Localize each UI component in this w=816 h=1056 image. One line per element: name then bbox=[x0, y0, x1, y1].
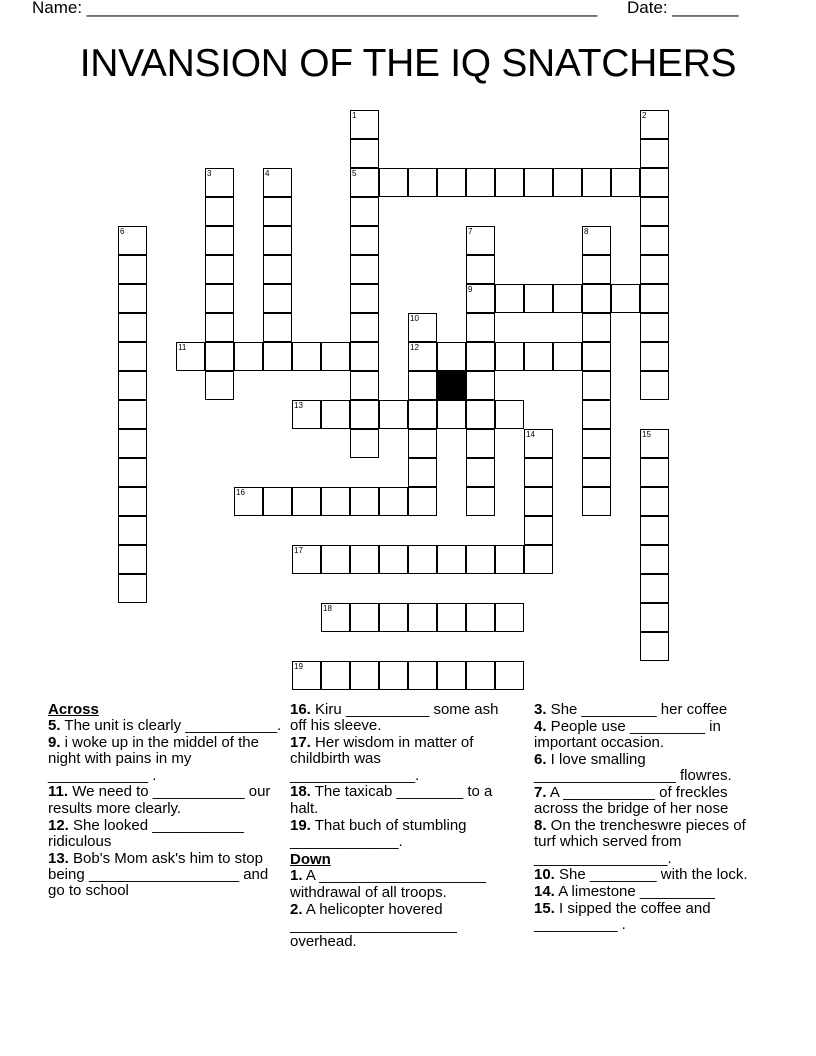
clue-number: 2. bbox=[290, 900, 303, 918]
grid-cell[interactable] bbox=[640, 313, 669, 342]
grid-cell[interactable] bbox=[350, 110, 379, 139]
grid-cell[interactable] bbox=[205, 342, 234, 371]
clue-number: 4. bbox=[534, 717, 547, 735]
grid-cell[interactable] bbox=[350, 168, 379, 197]
grid-cell[interactable] bbox=[321, 545, 350, 574]
clue-number: 9. bbox=[48, 734, 61, 752]
across-clue bbox=[48, 718, 284, 734]
clue-number: 12. bbox=[48, 816, 69, 834]
grid-cell[interactable] bbox=[379, 400, 408, 429]
clue-number: 5. bbox=[48, 717, 61, 735]
grid-cell[interactable] bbox=[350, 226, 379, 255]
clue-text: A ___________ of freckles across the bridge of her nose bbox=[534, 783, 729, 818]
across-clue bbox=[48, 784, 284, 817]
grid-cell[interactable] bbox=[466, 661, 495, 690]
grid-cell[interactable] bbox=[524, 284, 553, 313]
grid-cell[interactable] bbox=[118, 458, 147, 487]
clue-number: 1. bbox=[290, 867, 303, 885]
down-clue bbox=[290, 868, 508, 901]
grid-cell[interactable] bbox=[350, 487, 379, 516]
grid-cell[interactable] bbox=[350, 139, 379, 168]
clue-number: 16. bbox=[290, 701, 311, 718]
grid-cell[interactable] bbox=[640, 458, 669, 487]
grid-cell[interactable] bbox=[321, 603, 350, 632]
grid-cell[interactable] bbox=[350, 661, 379, 690]
grid-cell[interactable] bbox=[350, 342, 379, 371]
grid-cell[interactable] bbox=[466, 603, 495, 632]
grid-cell[interactable] bbox=[640, 284, 669, 313]
grid-cell[interactable] bbox=[582, 429, 611, 458]
across-heading: Across bbox=[48, 701, 99, 718]
grid-cell[interactable] bbox=[495, 603, 524, 632]
clues-column-3 bbox=[534, 702, 756, 934]
grid-cell[interactable] bbox=[582, 400, 611, 429]
cell-number: 9 bbox=[468, 285, 473, 294]
grid-cell[interactable] bbox=[524, 342, 553, 371]
grid-cell[interactable] bbox=[582, 284, 611, 313]
grid-cell[interactable] bbox=[408, 458, 437, 487]
grid-cell[interactable] bbox=[495, 400, 524, 429]
clue-text: The taxicab ________ to a halt. bbox=[290, 783, 493, 817]
grid-cell[interactable] bbox=[205, 255, 234, 284]
cell-number: 14 bbox=[526, 430, 535, 439]
clue-text: Bob's Mom ask's him to stop being __________________ and go to school bbox=[48, 849, 269, 900]
grid-cell[interactable] bbox=[350, 545, 379, 574]
grid-cell[interactable] bbox=[263, 168, 292, 197]
across-clue bbox=[290, 702, 508, 735]
grid-cell[interactable] bbox=[379, 487, 408, 516]
grid-cell[interactable] bbox=[466, 313, 495, 342]
clue-text: Her wisdom in matter of childbirth was _______________. bbox=[290, 734, 474, 784]
grid-cell[interactable] bbox=[118, 487, 147, 516]
grid-cell[interactable] bbox=[495, 168, 524, 197]
grid-cell[interactable] bbox=[437, 603, 466, 632]
clue-text: People use _________ in important occasion. bbox=[534, 717, 721, 752]
grid-cell[interactable] bbox=[408, 429, 437, 458]
clue-number: 3. bbox=[534, 701, 547, 718]
clues-column-1 bbox=[48, 702, 284, 900]
grid-cell[interactable] bbox=[466, 458, 495, 487]
grid-cell[interactable] bbox=[118, 226, 147, 255]
grid-cell[interactable] bbox=[640, 371, 669, 400]
clue-text: We need to ___________ our results more clearly. bbox=[48, 783, 271, 817]
grid-cell[interactable] bbox=[640, 226, 669, 255]
cell-number: 4 bbox=[265, 169, 270, 178]
grid-cell[interactable] bbox=[466, 487, 495, 516]
grid-cell[interactable] bbox=[292, 487, 321, 516]
clue-number: 15. bbox=[534, 900, 555, 918]
grid-cell[interactable] bbox=[408, 603, 437, 632]
grid-cell[interactable] bbox=[292, 342, 321, 371]
grid-cell[interactable] bbox=[350, 371, 379, 400]
grid-cell[interactable] bbox=[118, 371, 147, 400]
grid-cell[interactable] bbox=[350, 197, 379, 226]
clue-text: She _________ her coffee bbox=[546, 701, 728, 718]
clue-text: She ________ with the lock. bbox=[554, 866, 748, 884]
cell-number: 13 bbox=[294, 401, 303, 410]
grid-cell[interactable] bbox=[640, 110, 669, 139]
across-clue bbox=[290, 735, 508, 784]
clue-text: I sipped the coffee and __________ . bbox=[534, 900, 711, 934]
grid-cell[interactable] bbox=[118, 429, 147, 458]
clue-text: A ____________________ withdrawal of all troops. bbox=[290, 867, 487, 901]
grid-cell[interactable] bbox=[553, 168, 582, 197]
cell-number: 11 bbox=[178, 343, 187, 352]
grid-cell[interactable] bbox=[350, 400, 379, 429]
grid-cell[interactable] bbox=[524, 487, 553, 516]
grid-cell[interactable] bbox=[640, 255, 669, 284]
grid-cell[interactable] bbox=[408, 487, 437, 516]
grid-cell[interactable] bbox=[118, 342, 147, 371]
grid-cell[interactable] bbox=[466, 226, 495, 255]
grid-cell[interactable] bbox=[582, 313, 611, 342]
down-clue bbox=[534, 867, 756, 883]
grid-cell[interactable] bbox=[582, 255, 611, 284]
cell-number: 3 bbox=[207, 169, 212, 178]
clue-text: The unit is clearly ___________. bbox=[60, 717, 282, 735]
grid-cell[interactable] bbox=[466, 168, 495, 197]
grid-cell[interactable] bbox=[466, 284, 495, 313]
grid-cell[interactable] bbox=[350, 255, 379, 284]
grid-cell[interactable] bbox=[495, 342, 524, 371]
grid-cell[interactable] bbox=[408, 661, 437, 690]
name-field[interactable]: Name: ______________________________________________________ bbox=[32, 0, 598, 17]
down-clue bbox=[534, 752, 756, 785]
clue-number: 17. bbox=[290, 734, 311, 752]
page-title: INVANSION OF THE IQ SNATCHERS bbox=[79, 42, 737, 85]
grid-cell[interactable] bbox=[408, 168, 437, 197]
clue-number: 6. bbox=[534, 750, 547, 768]
grid-cell[interactable] bbox=[408, 313, 437, 342]
grid-cell[interactable] bbox=[379, 603, 408, 632]
clue-number: 19. bbox=[290, 816, 311, 834]
cell-number: 8 bbox=[584, 227, 589, 236]
cell-number: 17 bbox=[294, 546, 303, 555]
grid-cell[interactable] bbox=[263, 342, 292, 371]
across-clue bbox=[48, 851, 284, 900]
grid-cell[interactable] bbox=[379, 661, 408, 690]
down-clue bbox=[534, 884, 756, 900]
clue-number: 14. bbox=[534, 883, 555, 901]
grid-cell[interactable] bbox=[640, 516, 669, 545]
grid-cell[interactable] bbox=[176, 342, 205, 371]
grid-cell[interactable] bbox=[640, 574, 669, 603]
grid-cell[interactable] bbox=[408, 400, 437, 429]
clue-text: i woke up in the middel of the night with pains in my ____________ . bbox=[48, 734, 259, 784]
clue-number: 10. bbox=[534, 866, 555, 884]
grid-cell[interactable] bbox=[292, 661, 321, 690]
grid-cell[interactable] bbox=[292, 400, 321, 429]
grid-cell[interactable] bbox=[350, 603, 379, 632]
down-clue bbox=[290, 902, 508, 951]
grid-cell[interactable] bbox=[640, 545, 669, 574]
grid-cell[interactable] bbox=[234, 342, 263, 371]
grid-cell[interactable] bbox=[466, 371, 495, 400]
grid-cell[interactable] bbox=[350, 284, 379, 313]
grid-cell[interactable] bbox=[263, 197, 292, 226]
grid-cell[interactable] bbox=[263, 284, 292, 313]
grid-cell[interactable] bbox=[321, 342, 350, 371]
grid-cell[interactable] bbox=[350, 429, 379, 458]
cell-number: 7 bbox=[468, 227, 473, 236]
grid-cell[interactable] bbox=[582, 458, 611, 487]
grid-cell[interactable] bbox=[437, 545, 466, 574]
grid-cell[interactable] bbox=[263, 255, 292, 284]
grid-cell[interactable] bbox=[263, 226, 292, 255]
grid-cell[interactable] bbox=[379, 545, 408, 574]
grid-cell[interactable] bbox=[640, 429, 669, 458]
grid-cell[interactable] bbox=[611, 168, 640, 197]
cell-number: 10 bbox=[410, 314, 419, 323]
grid-cell[interactable] bbox=[321, 487, 350, 516]
grid-cell[interactable] bbox=[466, 342, 495, 371]
grid-cell[interactable] bbox=[118, 574, 147, 603]
cell-number: 19 bbox=[294, 662, 303, 671]
across-clue bbox=[290, 784, 508, 817]
grid-cell[interactable] bbox=[205, 313, 234, 342]
cell-number: 15 bbox=[642, 430, 651, 439]
clue-text: Kiru __________ some ash off his sleeve. bbox=[290, 701, 499, 735]
grid-cell[interactable] bbox=[524, 516, 553, 545]
grid-cell[interactable] bbox=[524, 545, 553, 574]
cell-number: 6 bbox=[120, 227, 125, 236]
down-clue bbox=[534, 702, 756, 718]
clue-number: 11. bbox=[48, 783, 69, 801]
grid-cell[interactable] bbox=[640, 139, 669, 168]
grid-cell[interactable] bbox=[466, 400, 495, 429]
grid-cell[interactable] bbox=[582, 342, 611, 371]
grid-cell[interactable] bbox=[292, 545, 321, 574]
down-clue bbox=[534, 818, 756, 867]
down-heading: Down bbox=[290, 851, 331, 869]
grid-cell[interactable] bbox=[263, 313, 292, 342]
grid-cell[interactable] bbox=[437, 400, 466, 429]
clue-text: A limestone _________ bbox=[554, 883, 715, 901]
clue-text: A helicopter hovered ____________________ overhead. bbox=[290, 900, 457, 951]
grid-cell[interactable] bbox=[640, 168, 669, 197]
down-clue bbox=[534, 901, 756, 934]
clue-text: On the trencheswre pieces of turf which served from ________________. bbox=[534, 817, 746, 867]
grid-cell[interactable] bbox=[611, 284, 640, 313]
grid-cell[interactable] bbox=[408, 545, 437, 574]
clue-text: She looked ___________ ridiculous bbox=[48, 816, 245, 850]
cell-number: 5 bbox=[352, 169, 357, 178]
grid-cell[interactable] bbox=[205, 226, 234, 255]
clue-text: I love smalling _________________ flowres. bbox=[534, 750, 732, 785]
grid-cell[interactable] bbox=[495, 661, 524, 690]
grid-cell[interactable] bbox=[640, 603, 669, 632]
grid-cell[interactable] bbox=[495, 545, 524, 574]
grid-cell[interactable] bbox=[582, 168, 611, 197]
grid-cell[interactable] bbox=[118, 313, 147, 342]
clue-number: 13. bbox=[48, 849, 69, 867]
cell-number: 18 bbox=[323, 604, 332, 613]
grid-cell[interactable] bbox=[582, 371, 611, 400]
cell-number: 2 bbox=[642, 111, 647, 120]
grid-cell[interactable] bbox=[321, 661, 350, 690]
grid-cell[interactable] bbox=[524, 458, 553, 487]
grid-cell[interactable] bbox=[437, 168, 466, 197]
grid-cell[interactable] bbox=[408, 342, 437, 371]
grid-cell[interactable] bbox=[640, 632, 669, 661]
grid-cell[interactable] bbox=[205, 168, 234, 197]
clue-number: 8. bbox=[534, 817, 547, 835]
grid-cell[interactable] bbox=[118, 516, 147, 545]
grid-cell[interactable] bbox=[524, 429, 553, 458]
grid-cell[interactable] bbox=[553, 342, 582, 371]
grid-cell[interactable] bbox=[466, 255, 495, 284]
down-clue bbox=[534, 719, 756, 752]
across-clue bbox=[48, 735, 284, 784]
grid-cell[interactable] bbox=[437, 342, 466, 371]
grid-cell[interactable] bbox=[437, 661, 466, 690]
grid-cell[interactable] bbox=[350, 313, 379, 342]
black-cell bbox=[437, 371, 466, 400]
grid-cell[interactable] bbox=[640, 487, 669, 516]
clues-column-2 bbox=[290, 702, 508, 951]
grid-cell[interactable] bbox=[582, 487, 611, 516]
cell-number: 16 bbox=[236, 488, 245, 497]
down-clue bbox=[534, 785, 756, 818]
grid-cell[interactable] bbox=[118, 545, 147, 574]
grid-cell[interactable] bbox=[553, 284, 582, 313]
cell-number: 12 bbox=[410, 343, 419, 352]
grid-cell[interactable] bbox=[205, 371, 234, 400]
clue-number: 18. bbox=[290, 783, 311, 801]
grid-cell[interactable] bbox=[582, 226, 611, 255]
across-clue bbox=[48, 818, 284, 851]
grid-cell[interactable] bbox=[495, 284, 524, 313]
date-field[interactable]: Date: _______ bbox=[627, 0, 739, 17]
grid-cell[interactable] bbox=[118, 255, 147, 284]
grid-cell[interactable] bbox=[640, 197, 669, 226]
grid-cell[interactable] bbox=[205, 284, 234, 313]
grid-cell[interactable] bbox=[118, 284, 147, 313]
clue-text: That buch of stumbling _____________. bbox=[290, 816, 467, 850]
grid-cell[interactable] bbox=[640, 342, 669, 371]
grid-cell[interactable] bbox=[263, 487, 292, 516]
grid-cell[interactable] bbox=[524, 168, 553, 197]
grid-cell[interactable] bbox=[321, 400, 350, 429]
across-clue bbox=[290, 818, 508, 851]
grid-cell[interactable] bbox=[234, 487, 263, 516]
grid-cell[interactable] bbox=[466, 429, 495, 458]
clue-number: 7. bbox=[534, 783, 547, 801]
grid-cell[interactable] bbox=[466, 545, 495, 574]
cell-number: 1 bbox=[352, 111, 357, 120]
grid-cell[interactable] bbox=[408, 371, 437, 400]
grid-cell[interactable] bbox=[118, 400, 147, 429]
grid-cell[interactable] bbox=[205, 197, 234, 226]
grid-cell[interactable] bbox=[379, 168, 408, 197]
